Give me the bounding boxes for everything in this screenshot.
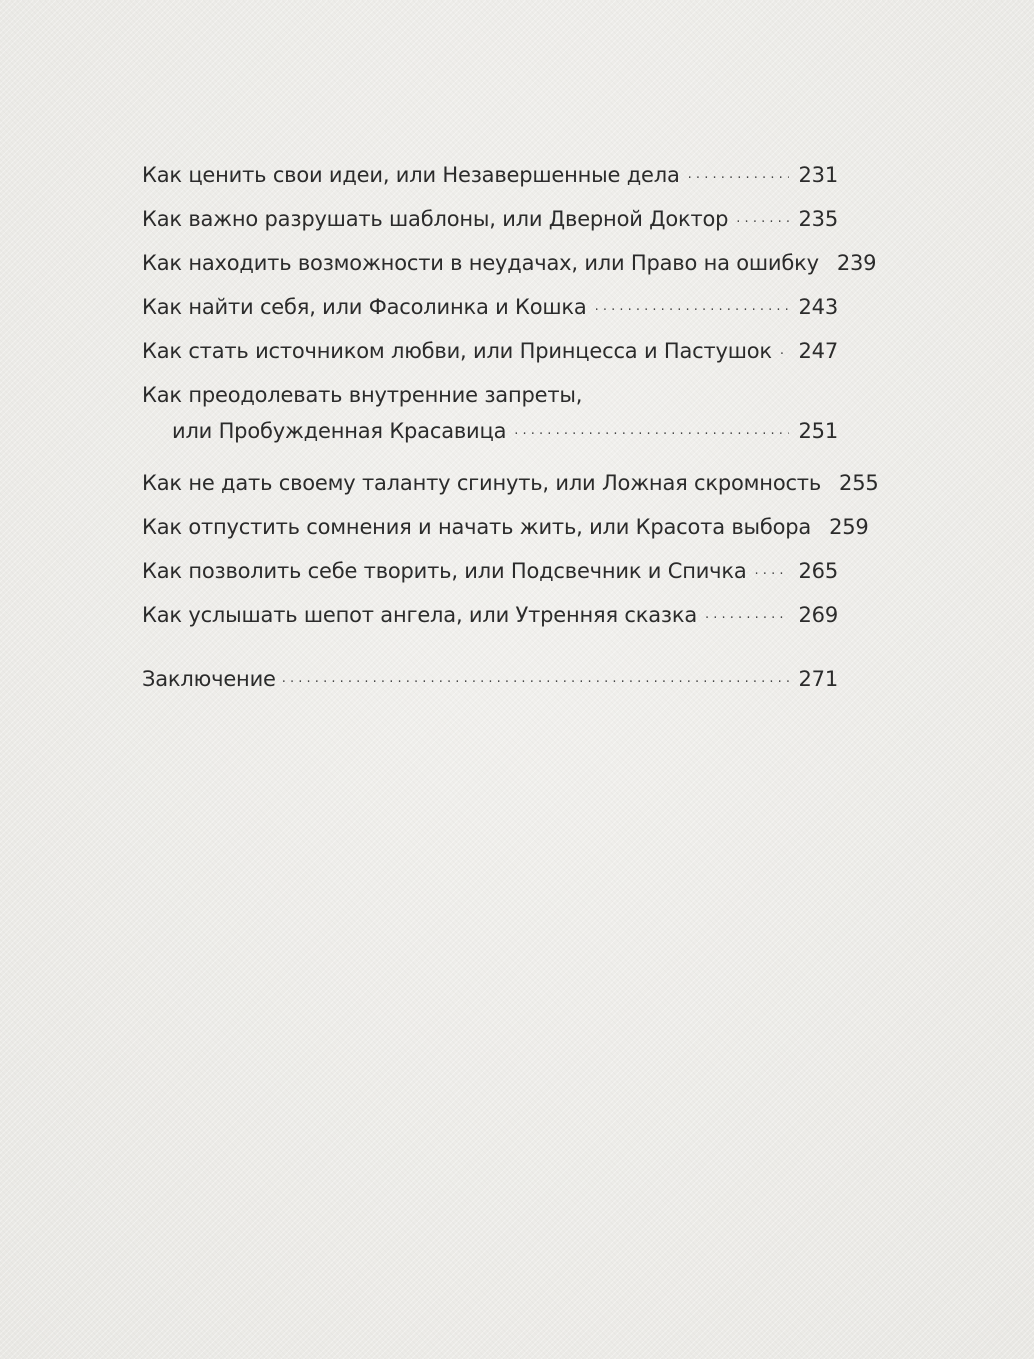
dot-leader bbox=[780, 343, 789, 359]
toc-entry-title: Как позволить себе творить, или Подсвечник и Спичка bbox=[142, 558, 747, 583]
section-gap bbox=[142, 628, 838, 648]
toc-entry-page: 239 bbox=[836, 250, 877, 275]
toc-entry[interactable] bbox=[142, 188, 838, 232]
toc-entry-page: 251 bbox=[798, 418, 838, 443]
toc-entry-page: 271 bbox=[798, 666, 838, 691]
toc-entry-conclusion[interactable] bbox=[142, 648, 838, 692]
dot-leader bbox=[514, 423, 788, 439]
toc-entry-title: Как услышать шепот ангела, или Утренняя сказка bbox=[142, 602, 697, 627]
toc-entry-title: Как отпустить сомнения и начать жить, или Красота выбора bbox=[142, 514, 812, 539]
toc-entry[interactable] bbox=[142, 452, 879, 496]
toc-entry-page: 259 bbox=[829, 514, 869, 539]
toc-entry-page: 235 bbox=[798, 206, 838, 231]
toc-entry-page: 255 bbox=[839, 470, 879, 495]
dot-leader bbox=[595, 299, 789, 315]
dot-leader bbox=[736, 211, 788, 227]
dot-leader bbox=[688, 167, 789, 183]
toc-entry-title: Как находить возможности в неудачах, или Право на ошибку bbox=[142, 250, 819, 275]
toc-entry-title: Заключение bbox=[142, 666, 276, 691]
toc-entry-title: Как преодолевать внутренние запреты, bbox=[142, 382, 583, 407]
toc-entry[interactable] bbox=[142, 144, 838, 188]
table-of-contents bbox=[142, 144, 879, 692]
dot-leader bbox=[705, 607, 789, 623]
toc-entry-title-continued: или Пробужденная Красавица bbox=[172, 418, 507, 443]
toc-entry[interactable] bbox=[142, 320, 838, 364]
toc-entry[interactable] bbox=[142, 276, 838, 320]
toc-entry-title: Как не дать своему таланту сгинуть, или Ложная скромность bbox=[142, 470, 822, 495]
toc-entry[interactable] bbox=[142, 232, 877, 276]
toc-entry-line bbox=[142, 408, 838, 444]
toc-entry-page: 243 bbox=[798, 294, 838, 319]
dot-leader bbox=[282, 671, 795, 687]
toc-entry-page: 269 bbox=[798, 602, 838, 627]
toc-entry-page: 231 bbox=[798, 162, 838, 187]
toc-entry-title: Как важно разрушать шаблоны, или Дверной Доктор bbox=[142, 206, 729, 231]
toc-entry-title: Как найти себя, или Фасолинка и Кошка bbox=[142, 294, 587, 319]
toc-entry-page: 247 bbox=[798, 338, 838, 363]
toc-entry-line bbox=[142, 364, 838, 408]
dot-leader bbox=[755, 563, 789, 579]
toc-entry-title: Как ценить свои идеи, или Незавершенные дела bbox=[142, 162, 680, 187]
toc-entry[interactable] bbox=[142, 496, 869, 540]
toc-entry[interactable] bbox=[142, 540, 838, 584]
toc-entry-title: Как стать источником любви, или Принцесса и Пастушок bbox=[142, 338, 772, 363]
toc-entry[interactable] bbox=[142, 364, 838, 452]
toc-entry-page: 265 bbox=[798, 558, 838, 583]
toc-entry[interactable] bbox=[142, 584, 838, 628]
